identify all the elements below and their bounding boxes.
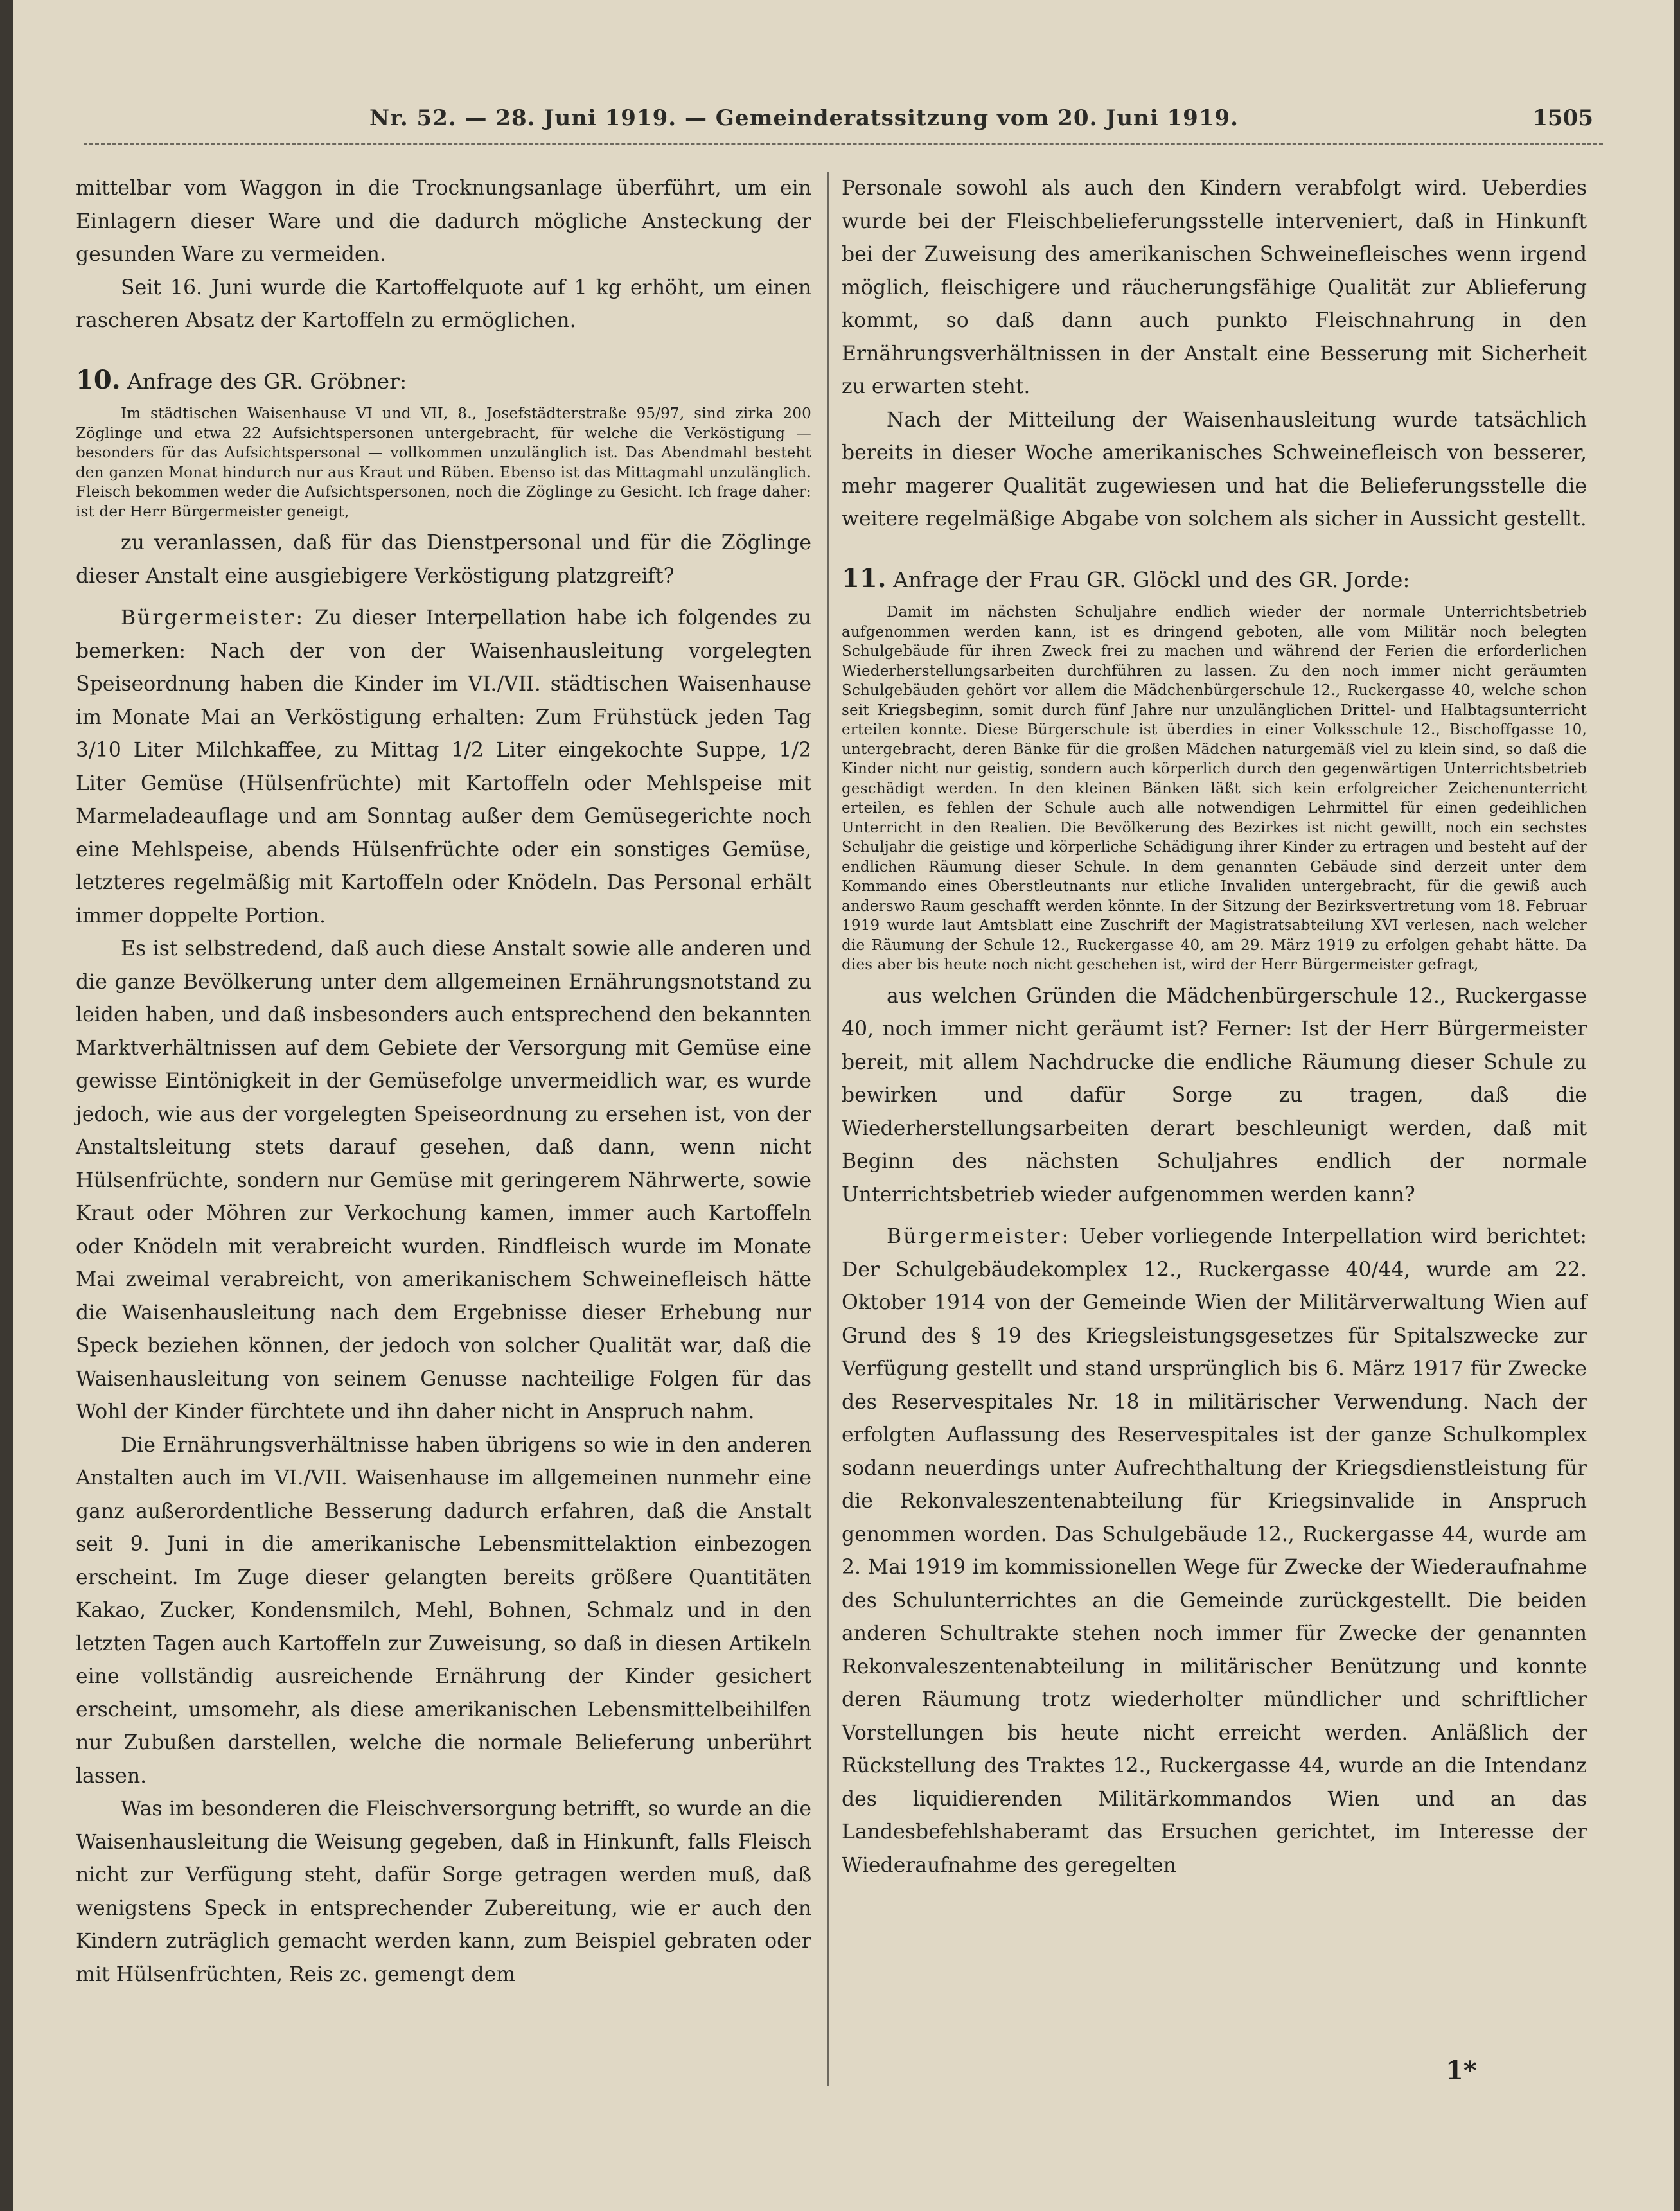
speaker: Bürgermeister: [887,1225,1071,1248]
right-column [842,172,1587,1882]
section-title: Anfrage der Frau GR. Glöckl und des GR. Jorde: [893,567,1410,592]
page-header [13,101,1674,146]
section-number: 11. [842,563,887,594]
paragraph: Es ist selbstredend, daß auch diese Anstalt sowie alle anderen und die ganze Bevölkerung unter dem allgemeinen Ernährungsnotstand zu leiden haben, und daß insbesonders auch entsprechend den bekannten Marktverhältnissen auf dem Gebiete der Versorgung mit Gemüse eine gewisse Eintönigkeit in der Gemüsefolge unvermeidlich war, es wurde jedoch, wie aus der vorgelegten Speiseordnung zu ersehen ist, von der Anstaltsleitung stets darauf gesehen, daß dann, wenn nicht Hülsenfrüchte, sondern nur Gemüse mit geringerem Nährwerte, sowie Kraut oder Möhren zur Verkochung kamen, immer auch Kartoffeln oder Knödeln mit verabreicht wurden. Rindfleisch wurde im Monate Mai zweimal verabreicht, von amerikanischem Schweinefleisch hätte die Waisenhausleitung nach dem Ergebnisse dieser Erhebung nur Speck beziehen können, der jedoch von solcher Qualität war, daß die Waisenhausleitung von seinem Genusse nachteilige Folgen für das Wohl der Kinder fürchtete und ihn daher nicht in Anspruch nahm. [76,937,811,1423]
header-rule [84,143,1603,145]
paragraph: Die Ernährungsverhältnisse haben übrigens so wie in den anderen Anstalten auch im VI./VII. Waisenhause im allgemeinen nunmehr eine ganz außerordentliche Besserung dadurch erfahren, daß die Anstalt seit 9. Juni in die amerikanische Lebensmittelaktion einbezogen erscheint. Im Zuge dieser gelangten bereits größere Quantitäten Kakao, Zucker, Kondensmilch, Mehl, Bohnen, Schmalz und in den letzten Tagen auch Kartoffeln zur Zuweisung, so daß in diesen Artikeln eine vollständig ausreichende Ernährung der Kinder gesichert erscheint, umsomehr, als diese amerikanischen Lebensmittelbeihilfen nur Zubußen darstellen, welche die normale Belieferung unberührt lassen. [76,1433,811,1788]
section-title: Anfrage des GR. Gröbner: [127,368,407,394]
paragraph: zu veranlassen, daß für das Dienstpersonal und für die Zöglinge dieser Anstalt eine ausgiebigere Verköstigung platzgreift? [76,531,811,588]
section-heading [76,364,811,398]
paragraph: Nach der Mitteilung der Waisenhausleitung wurde tatsächlich bereits in dieser Woche amerikanisches Schweinefleisch von besserer, mehr magerer Qualität zugewiesen und hat die Belieferungsstelle die weitere regelmäßige Abgabe von solchem als sicher in Aussicht gestellt. [842,408,1587,531]
interpellation-text: Im städtischen Waisenhause VI und VII, 8., Josefstädterstraße 95/97, sind zirka 200 Zöglinge und etwa 22 Aufsichtspersonen untergebracht, für welche die Verköstigung — besonders für das Aufsichtspersonal — vollkommen unzulänglich ist. Das Abendmahl besteht den ganzen Monat hindurch nur aus Kraut und Rüben. Ebenso ist das Mittagmahl unzulänglich. Fleisch bekommen weder die Aufsichtspersonen, noch die Zöglinge zu Gesicht. Ich frage daher: ist der Herr Bürgermeister geneigt, [76,405,811,520]
paragraph: Seit 16. Juni wurde die Kartoffelquote auf 1 kg erhöht, um einen rascheren Absatz der Kartoffeln zu ermöglichen. [76,276,811,332]
paragraph: Was im besonderen die Fleischversorgung betrifft, so wurde an die Waisenhausleitung die Weisung gegeben, daß in Hinkunft, falls Fleisch nicht zur Verfügung steht, dafür Sorge getragen werden muß, daß wenigstens Speck in entsprechender Zubereitung, wie er auch den Kindern zuträglich gemacht werden kann, zum Beispiel gebraten oder mit Hülsenfrüchten, Reis zc. gemengt dem [76,1797,811,1986]
paragraph: Personale sowohl als auch den Kindern verabfolgt wird. Ueberdies wurde bei der Fleischbelieferungsstelle interveniert, daß in Hinkunft bei der Zuweisung des amerikanischen Schweinefleisches wenn irgend möglich, fleischigere und räucherungsfähige Qualität zur Ablieferung kommt, so daß dann auch punkto Fleischnahrung in den Ernährungsverhältnissen in der Anstalt eine Besserung mit Sicherheit zu erwarten steht. [842,177,1587,398]
column-divider [827,172,829,2086]
newspaper-page [13,0,1674,2211]
running-head: Nr. 52. — 28. Juni 1919. — Gemeinderatssitzung vom 20. Juni 1919. [369,105,1239,131]
left-column [76,172,811,1991]
reply-text: Zu dieser Interpellation habe ich folgendes zu bemerken: Nach der von der Waisenhausleitung vorgelegten Speiseordnung haben die Kinder im VI./VII. städtischen Waisenhause im Monate Mai an Verköstigung erhalten: Zum Frühstück jeden Tag 3/10 Liter Milchkaffee, zu Mittag 1/2 Liter eingekochte Suppe, 1/2 Liter Gemüse (Hülsenfrüchte) mit Kartoffeln oder Mehlspeise mit Marmeladeauflage und am Sonntag außer dem Gemüsegerichte noch eine Mehlspeise, abends Hülsenfrüchte oder ein sonstiges Gemüse, letzteres regelmäßig mit Kartoffeln oder Knödeln. Das Personal erhält immer doppelte Portion. [76,606,811,928]
section-heading [842,562,1587,597]
section-number: 10. [76,364,121,395]
paragraph [842,1220,1587,1882]
paragraph [76,602,811,933]
interpellation-text: Damit im nächsten Schuljahre endlich wieder der normale Unterrichtsbetrieb aufgenommen werden kann, ist es dringend geboten, alle vom Militär noch belegten Schulgebäude für ihren Zweck frei zu machen und während der Ferien die erforderlichen Wiederherstellungsarbeiten durchführen zu lassen. Zu den noch immer nicht geräumten Schulgebäuden gehört vor allem die Mädchenbürgerschule 12., Ruckergasse 40, welche schon seit Kriegsbeginn, somit durch fünf Jahre nur unzulänglichen Drittel- und Halbtagsunterricht erteilen konnte. Diese Bürgerschule ist überdies in einer Volksschule 12., Bischoffgasse 10, untergebracht, deren Bänke für die großen Mädchen naturgemäß viel zu klein sind, so daß die Kinder nicht nur geistig, sondern auch körperlich durch den gegenwärtigen Unterrichtsbetrieb geschädigt werden. In den kleinen Bänken läßt sich kein erfolgreicher Zeichenunterricht erteilen, es fehlen der Schule auch alle notwendigen Lehrmittel für einen gedeihlichen Unterricht in den Realien. Die Bevölkerung des Bezirkes ist nicht gewillt, noch ein sechstes Schuljahr die geistige und körperliche Schädigung ihrer Kinder zu ertragen und besteht auf der endlichen Räumung dieser Schule. In dem genannten Gebäude sind derzeit unter dem Kommando eines Oberstleutnants nur etliche Invaliden untergebracht, für die gewiß auch anderswo Raum geschafft werden könnte. In der Sitzung der Bezirksvertretung vom 18. Februar 1919 wurde laut Amtsblatt eine Zuschrift der Magistratsabteilung XVI verlesen, nach welcher die Räumung der Schule 12., Ruckergasse 40, am 29. März 1919 zu erfolgen gehabt hätte. Da dies aber bis heute noch nicht geschehen ist, wird der Herr Bürgermeister gefragt, [842,604,1587,973]
paragraph: mittelbar vom Waggon in die Trocknungsanlage überführt, um ein Einlagern dieser Ware und die dadurch mögliche Ansteckung der gesunden Ware zu vermeiden. [76,177,811,266]
page-number: 1505 [1532,105,1593,131]
speaker: Bürgermeister: [121,606,305,630]
signature-mark: 1* [1446,2056,1477,2086]
reply-text: Ueber vorliegende Interpellation wird berichtet: Der Schulgebäudekomplex 12., Ruckergasse 40/44, wurde am 22. Oktober 1914 von der Gemeinde Wien der Militärverwaltung Wien auf Grund des § 19 des Kriegsleistungsgesetzes für Spitalszwecke zur Verfügung gestellt und stand ursprünglich bis 6. März 1917 für Zwecke des Reservespitales Nr. 18 in militärischer Verwendung. Nach der erfolgten Auflassung des Reservespitales ist der ganze Schulkomplex sodann neuerdings unter Aufrechthaltung der Kriegsdienstleistung für die Rekonvaleszentenabteilung für Kriegsinvalide in Anspruch genommen worden. Das Schulgebäude 12., Ruckergasse 44, wurde am 2. Mai 1919 im kommissionellen Wege für Zwecke der Wiederaufnahme des Schulunterrichtes an die Gemeinde zurückgestellt. Die beiden anderen Schultrakte stehen noch immer für Zwecke der genannten Rekonvaleszentenabteilung in militärischer Benützung und konnte deren Räumung trotz wiederholter mündlicher und schriftlicher Vorstellungen bis heute nicht erreicht werden. Anläßlich der Rückstellung des Traktes 12., Ruckergasse 44, wurde an die Intendanz des liquidierenden Militärkommandos Wien und an das Landesbefehlshaberamt das Ersuchen gerichtet, im Interesse der Wiederaufnahme des geregelten [842,1225,1587,1877]
paragraph: aus welchen Gründen die Mädchenbürgerschule 12., Ruckergasse 40, noch immer nicht geräumt ist? Ferner: Ist der Herr Bürgermeister bereit, mit allem Nachdrucke die endliche Räumung dieser Schule zu bewirken und dafür Sorge zu tragen, daß die Wiederherstellungsarbeiten derart beschleunigt werden, daß mit Beginn des nächsten Schuljahres endlich der normale Unterrichtsbetrieb wieder aufgenommen werden kann? [842,984,1587,1206]
